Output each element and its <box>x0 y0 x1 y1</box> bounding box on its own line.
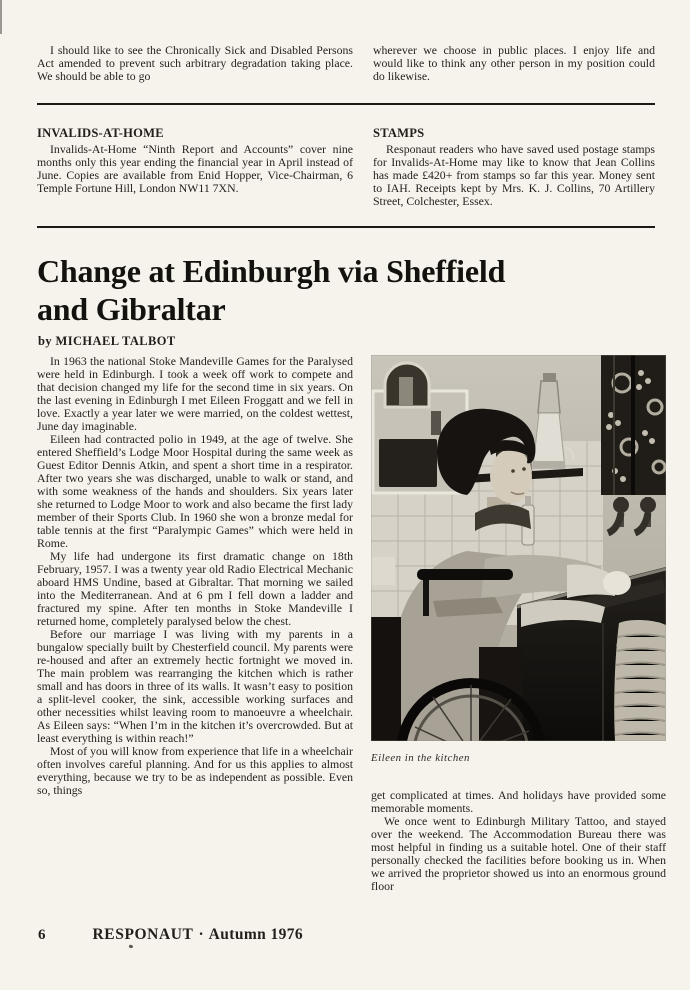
news-section <box>37 127 655 208</box>
article-right-text <box>371 789 666 893</box>
article-paragraph: Eileen had contracted polio in 1949, at the age of twelve. She entered Sheffield’s Lodge Moor Hospital during the same week as Guest Editor Dennis Atkin, and spent a short time in a respirator. After two years she was discharged, unable to walk or stand, and with some weakness of the hands and shoulders. Six years later she returned to Lodge Moor to work and also became the first lady member of their Sports Club. In 1960 she won a bronze medal for table tennis at the first “Paralympic Games” which were held in Rome. <box>37 432 353 550</box>
intro-paragraph-left: I should like to see the Chronically Sick and Disabled Persons Act amended to prevent such arbitrary degradation taking place. We should be able to go <box>37 43 353 83</box>
article-title-line1: Change at Edinburgh via Sheffield <box>37 253 506 289</box>
scan-edge-artifact <box>0 0 2 34</box>
news-body-stamps: Responaut readers who have saved used postage stamps for Invalids-At-Home may like to know that Jean Collins has made £420+ from stamps so far this year. Money sent to IAH. Receipts kept by Mrs. K. J. Collins, 70 Artillery Street, Colchester, Essex. <box>373 142 655 208</box>
page-footer <box>38 926 303 944</box>
footer-separator: · <box>198 926 204 943</box>
intro-paragraph-right: wherever we choose in public places. I enjoy life and would like to think any other person in my position could do likewise. <box>373 43 655 83</box>
article-byline: by MICHAEL TALBOT <box>38 334 176 348</box>
article-column-left <box>37 355 353 797</box>
article-title <box>37 252 657 328</box>
article-paragraph: Before our marriage I was living with my parents in a bungalow specially built by Chesterfield council. My parents were re-housed and after an extremely hectic fortnight we moved in. The main problem was rearranging the kitchen which is rather small and has doors in three of its walls. It wasn’t easy to position a split-level cooker, the sink, accessible working surfaces and other necessities whilst leaving room to manoeuvre a wheelchair. As Eileen says: “When I’m in the kitchen it’s overcrowded. But at least everything is within reach!” <box>37 627 353 745</box>
news-item-invalids <box>37 127 353 208</box>
towel <box>614 620 666 741</box>
article-paragraph: Most of you will know from experience that life in a wheelchair often involves careful planning. And for us this applies to almost everything, because we try to be as independent as possible. Even so, things <box>37 744 353 797</box>
article-title-line2: and Gibraltar <box>37 291 226 327</box>
news-item-stamps <box>373 127 655 208</box>
kitchen-photo <box>371 355 666 741</box>
scan-stray-mark <box>129 945 134 949</box>
article-paragraph: My life had undergone its first dramatic change on 18th February, 1957. I was a twenty year old Radio Electrical Mechanic aboard HMS Undine, based at Gibraltar. That morning we sailed into the Mediterranean. And at 6 pm I fell down a ladder and fractured my spine. After ten months in Stoke Mandeville I returned home, completely paralysed below the chest. <box>37 549 353 628</box>
horizontal-rule-bottom <box>37 226 655 228</box>
photo-caption: Eileen in the kitchen <box>371 752 470 764</box>
intro-section <box>37 44 655 83</box>
magazine-title: RESPONAUT <box>92 926 194 943</box>
article-paragraph: In 1963 the national Stoke Mandeville Games for the Paralysed were held in Edinburgh. I took a week off work to compete and that decision changed my life for the second time in six years. On the last evening in Edinburgh I met Eileen Froggatt and we fell in love. Exactly a year later we were married, on the coldest wettest, June day imaginable. <box>37 354 353 433</box>
horizontal-rule-top <box>37 103 655 105</box>
paper <box>371 557 395 585</box>
news-heading-stamps: STAMPS <box>373 126 425 140</box>
curtain <box>601 355 666 495</box>
article-column-right <box>371 355 666 893</box>
page-number: 6 <box>38 927 46 943</box>
issue-date: Autumn 1976 <box>208 926 304 943</box>
article-paragraph: get complicated at times. And holidays have provided some memorable moments. <box>371 788 666 815</box>
article-paragraph: We once went to Edinburgh Military Tattoo, and stayed over the weekend. The Accommodation Bureau there was most helpful in finding us a suitable hotel. One of their staff personally checked the facilities before booking us in. When we arrived the proprietor showed us into an enormous ground floor <box>371 814 666 893</box>
news-heading-invalids: INVALIDS-AT-HOME <box>37 126 164 140</box>
news-body-invalids: Invalids-At-Home “Ninth Report and Accounts” cover nine months only this year ending the financial year in April instead of June. Copies are available from Enid Hopper, Vice-Chairman, 6 Temple Fortune Hill, London NW11 7XN. <box>37 142 353 195</box>
